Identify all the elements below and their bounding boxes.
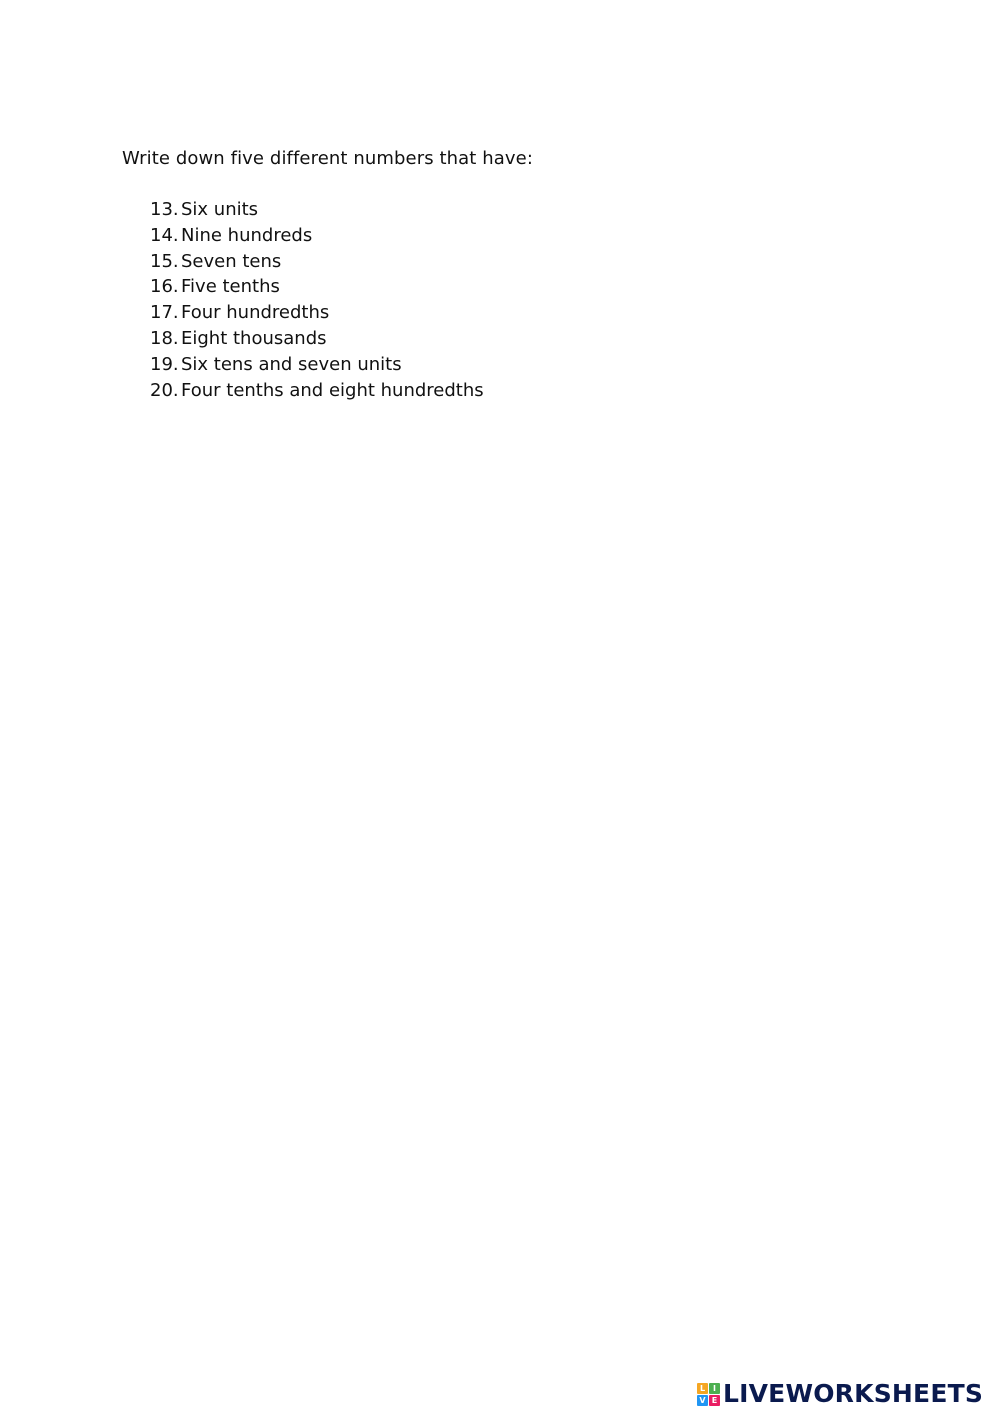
liveworksheets-brand (697, 1378, 983, 1410)
question-text: Seven tens (181, 250, 282, 272)
question-item-14 (150, 225, 484, 251)
question-text: Four tenths and eight hundredths (181, 379, 484, 401)
logo-tile-v: V (697, 1395, 708, 1406)
question-number: 19. (150, 353, 179, 375)
question-item-20 (150, 380, 484, 406)
question-number: 20. (150, 379, 179, 401)
question-item-17 (150, 302, 484, 328)
question-item-13 (150, 199, 484, 225)
question-number: 15. (150, 250, 179, 272)
question-list (150, 199, 484, 405)
question-number: 18. (150, 327, 179, 349)
brand-name: LIVEWORKSHEETS (723, 1379, 984, 1408)
instruction-text: Write down five different numbers that have: (122, 148, 534, 169)
question-text: Four hundredths (181, 302, 330, 324)
question-text: Five tenths (181, 276, 280, 298)
logo-tile-e: E (709, 1395, 720, 1406)
question-text: Nine hundreds (181, 224, 313, 246)
question-text: Eight thousands (181, 327, 327, 349)
question-item-18 (150, 328, 484, 354)
logo-tile-i: I (709, 1383, 720, 1394)
question-item-16 (150, 276, 484, 302)
logo-tile-l: L (697, 1383, 708, 1394)
question-number: 13. (150, 199, 179, 220)
question-number: 17. (150, 302, 179, 324)
question-number: 16. (150, 276, 179, 298)
question-text: Six units (181, 199, 259, 220)
question-item-15 (150, 251, 484, 277)
question-number: 14. (150, 224, 179, 246)
liveworksheets-logo-icon (697, 1383, 720, 1406)
question-item-19 (150, 354, 484, 380)
question-text: Six tens and seven units (181, 353, 402, 375)
